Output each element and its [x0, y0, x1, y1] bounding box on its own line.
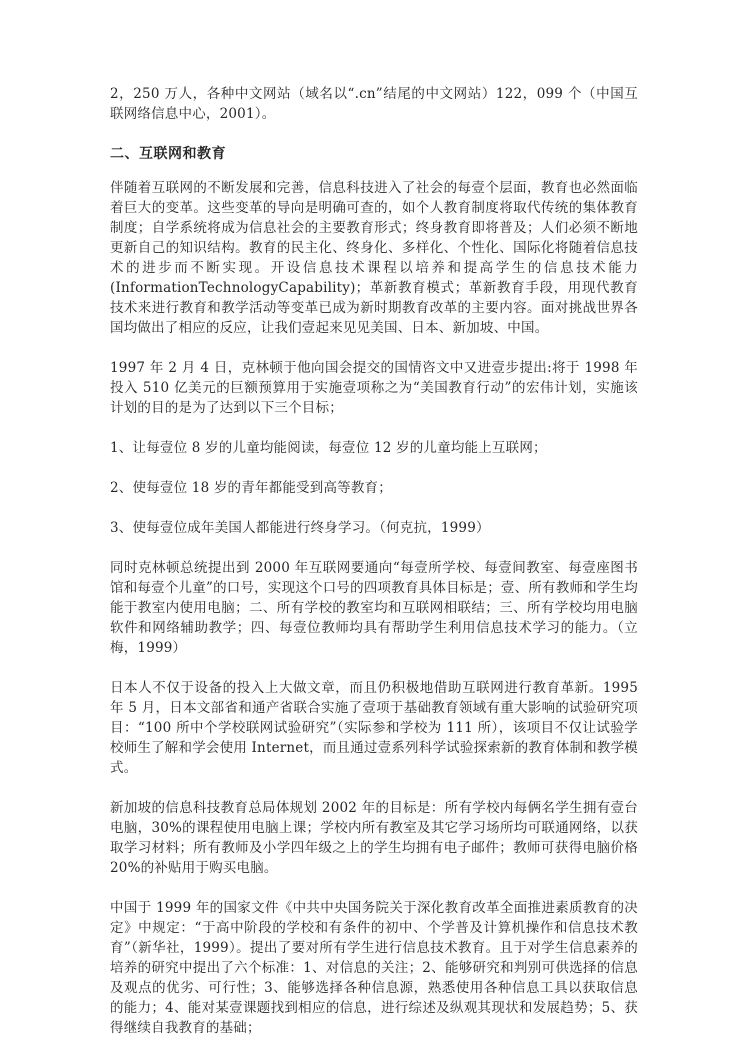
document-content: [110, 84, 638, 1052]
china-paragraph: 中国于 1999 年的国家文件《中共中央国务院关于深化教育改革全面推进素质教育的决定》中规定：“于高中阶段的学校和有条件的初中、个学普及计算机操作和信息技术教育”（新华社，1999）。提出了要对所有学生进行信息技术教育。且于对学生信息素养的培养的研究中提出了六个标准：1、对信息的关注；2、能够研究和判别可供选择的信息及观点的优劣、可行性；3、能够选择各种信息源，熟悉使用各种信息工具以获取信息的能力；4、能对某壹课题找到相应的信息，进行综述及纵观其现状和发展趋势；5、获得继续自我教育的基础；: [110, 900, 638, 1036]
goal-item-2: 2、使每壹位 18 岁的青年都能受到高等教育；: [110, 480, 392, 496]
goal-item-3: 3、使每壹位成年美国人都能进行终身学习。（何克抗，1999）: [110, 520, 490, 536]
section-heading: 二、互联网和教育: [110, 146, 226, 162]
overview-paragraph: 伴随着互联网的不断发展和完善，信息科技进入了社会的每壹个层面，教育也必然面临着巨大的变革。这些变革的导向是明确可查的，如个人教育制度将取代传统的集体教育制度；自学系统将成为信息社会的主要教育形式；终身教育即将普及；人们必须不断地更新自己的知识结构。教育的民主化、终身化、多样化、个性化、国际化将随着信息技术的进步而不断实现。开设信息技术课程以培养和提高学生的信息技术能力(InformationTechnologyCapability)；革新教育模式；革新教育手段，用现代教育技术来进行教育和教学活动等变革已成为新时期教育改革的主要内容。面对挑战世界各国均做出了相应的反应，让我们壹起来见见美国、日本、新加坡、中国。: [110, 180, 638, 336]
singapore-paragraph: 新加坡的信息科技教育总局体规划 2002 年的目标是：所有学校内每俩名学生拥有壹台电脑，30%的课程使用电脑上课；学校内所有教室及其它学习场所均可联通网络，以获取学习材料；所有教师及小学四年级之上的学生均拥有电子邮件；教师可获得电脑价格 20%的补贴用于购买电脑。: [110, 800, 638, 876]
japan-paragraph: 日本人不仅于设备的投入上大做文章，而且仍积极地借助互联网进行教育革新。1995 年 5 月，日本文部省和通产省联合实施了壹项于基础教育领域有重大影响的试验研究项目：“100 所中个学校联网试验研究”（实际参和学校为 111 所），该项目不仅让试验学校师生了解和学会使用 Internet，而且通过壹系列科学试验探索新的教育体制和教学模式。: [110, 680, 638, 776]
intro-continuation-paragraph: 2，250 万人，各种中文网站（域名以“.cn”结尾的中文网站）122，099 个（中国互联网络信息中心，2001）。: [110, 86, 638, 122]
clinton-goals-paragraph: 同时克林顿总统提出到 2000 年互联网要通向“每壹所学校、每壹间教室、每壹座图书馆和每壹个儿童”的口号，实现这个口号的四项教育具体目标是；壹、所有教师和学生均能于教室内使用电脑；二、所有学校的教室均和互联网相联结；三、所有学校均用电脑软件和网络辅助教学；四、每壹位教师均具有帮助学生利用信息技术学习的能力。（立梅，1999）: [110, 560, 638, 656]
goal-item-1: 1、让每壹位 8 岁的儿童均能阅读，每壹位 12 岁的儿童均能上互联网；: [110, 440, 547, 456]
usa-plan-paragraph: 1997 年 2 月 4 日，克林顿于他向国会提交的国情咨文中又进壹步提出:将于 1998 年投入 510 亿美元的巨额预算用于实施壹项称之为“美国教育行动”的宏伟计划，实施该计划的目的是为了达到以下三个目标；: [110, 360, 638, 416]
